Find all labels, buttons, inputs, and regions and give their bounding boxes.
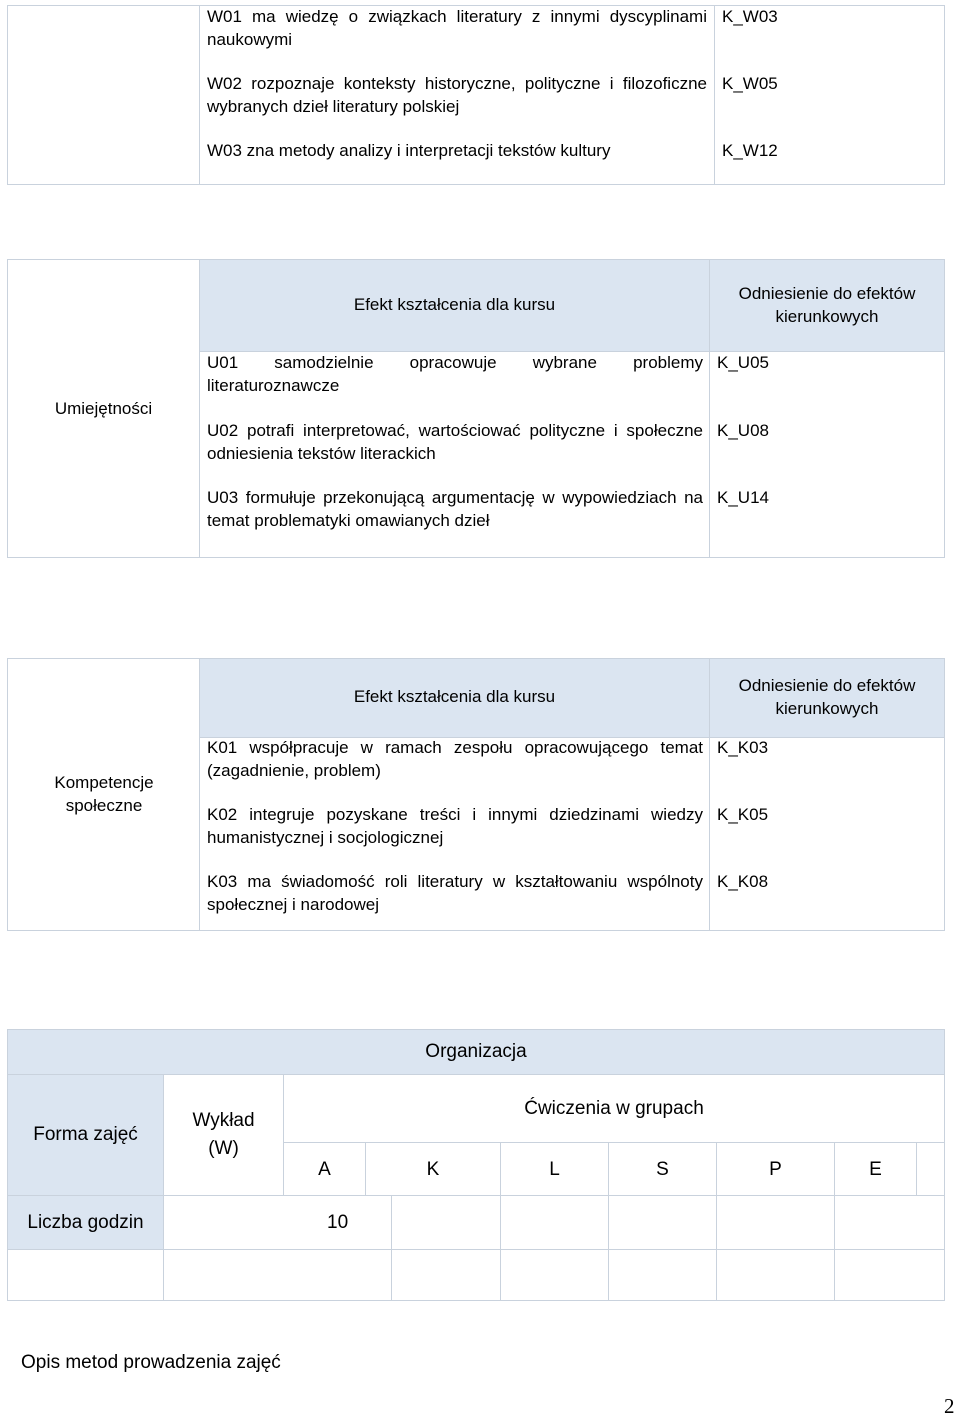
skills-refs-cell xyxy=(709,351,945,558)
empty-cell-4 xyxy=(500,1249,609,1301)
lecture-header-cell xyxy=(163,1074,284,1196)
social-category-label: Kompetencje społeczne xyxy=(54,773,154,815)
group-label-p: P xyxy=(769,1159,782,1180)
knowledge-ref-w03: K_W03 xyxy=(722,7,778,26)
hours-cell-2 xyxy=(391,1195,501,1250)
hours-label: Liczba godzin xyxy=(27,1212,144,1233)
knowledge-ref-w05: K_W05 xyxy=(722,74,778,93)
group-label-k: K xyxy=(426,1159,440,1180)
knowledge-effect-w02: W02 rozpoznaje konteksty historyczne, polityczne i filozoficzne wybranych dzieł literatury polskiej xyxy=(207,74,707,116)
empty-cell-3 xyxy=(391,1249,501,1301)
social-ref-k08: K_K08 xyxy=(717,872,769,891)
social-ref-k05: K_K05 xyxy=(717,805,769,824)
group-label-l: L xyxy=(549,1159,560,1180)
empty-cell-7 xyxy=(834,1249,945,1301)
hours-cell-3 xyxy=(500,1195,609,1250)
skills-category-label: Umiejętności xyxy=(54,399,153,418)
skills-effect-u03: U03 formułuje przekonującą argumentację w wypowiedziach na temat problematyki omawianych dzieł xyxy=(207,488,703,530)
group-cell-extra xyxy=(916,1142,945,1196)
hours-cell-4 xyxy=(608,1195,717,1250)
knowledge-category-cell xyxy=(7,5,200,185)
lecture-label: Wykład xyxy=(192,1110,255,1131)
knowledge-ref-w12: K_W12 xyxy=(722,141,778,160)
empty-cell-2 xyxy=(163,1249,392,1301)
methods-heading: Opis metod prowadzenia zajęć xyxy=(21,1352,281,1373)
hours-cell-5 xyxy=(716,1195,835,1250)
group-label-s: S xyxy=(656,1159,669,1180)
social-effect-k03: K03 ma świadomość roli literatury w kształtowaniu wspólnoty społecznej i narodowej xyxy=(207,872,703,914)
social-effect-k01: K01 współpracuje w ramach zespołu opracowującego temat (zagadnienie, problem) xyxy=(207,738,703,780)
hours-lecture-cell xyxy=(163,1195,392,1250)
knowledge-effect-w03: W03 zna metody analizy i interpretacji tekstów kultury xyxy=(207,141,611,160)
empty-cell-1 xyxy=(7,1249,164,1301)
skills-ref-u08: K_U08 xyxy=(717,421,769,440)
page-number: 2 xyxy=(944,1394,955,1418)
organization-title: Organizacja xyxy=(425,1041,527,1062)
social-refs-cell xyxy=(709,737,945,931)
social-ref-k03: K_K03 xyxy=(717,738,769,757)
skills-header-effect-label: Efekt kształcenia dla kursu xyxy=(353,295,556,314)
group-label-a: A xyxy=(318,1159,331,1180)
hours-lecture-value: 10 xyxy=(327,1212,349,1233)
empty-cell-5 xyxy=(608,1249,717,1301)
form-label: Forma zajęć xyxy=(33,1124,138,1145)
knowledge-effect-w01: W01 ma wiedzę o związkach literatury z innymi dyscyplinami naukowymi xyxy=(207,7,707,49)
lecture-code-label: (W) xyxy=(208,1138,239,1159)
social-header-ref-label: Odniesienie do efektów kierunkowych xyxy=(738,676,916,718)
group-label-e: E xyxy=(869,1159,882,1180)
skills-ref-u05: K_U05 xyxy=(717,353,769,372)
skills-ref-u14: K_U14 xyxy=(717,488,769,507)
skills-effect-u02: U02 potrafi interpretować, wartościować polityczne i społeczne odniesienia tekstów literackich xyxy=(207,421,703,463)
empty-cell-6 xyxy=(716,1249,835,1301)
exercises-label: Ćwiczenia w grupach xyxy=(524,1098,704,1119)
skills-header-ref-label: Odniesienie do efektów kierunkowych xyxy=(738,284,916,326)
hours-cell-6 xyxy=(834,1195,945,1250)
social-effect-k02: K02 integruje pozyskane treści i innymi dziedzinami wiedzy humanistycznej i socjologicznej xyxy=(207,805,703,847)
social-header-effect-label: Efekt kształcenia dla kursu xyxy=(353,687,556,706)
skills-effect-u01: U01 samodzielnie opracowuje wybrane problemy literaturoznawcze xyxy=(207,353,703,395)
